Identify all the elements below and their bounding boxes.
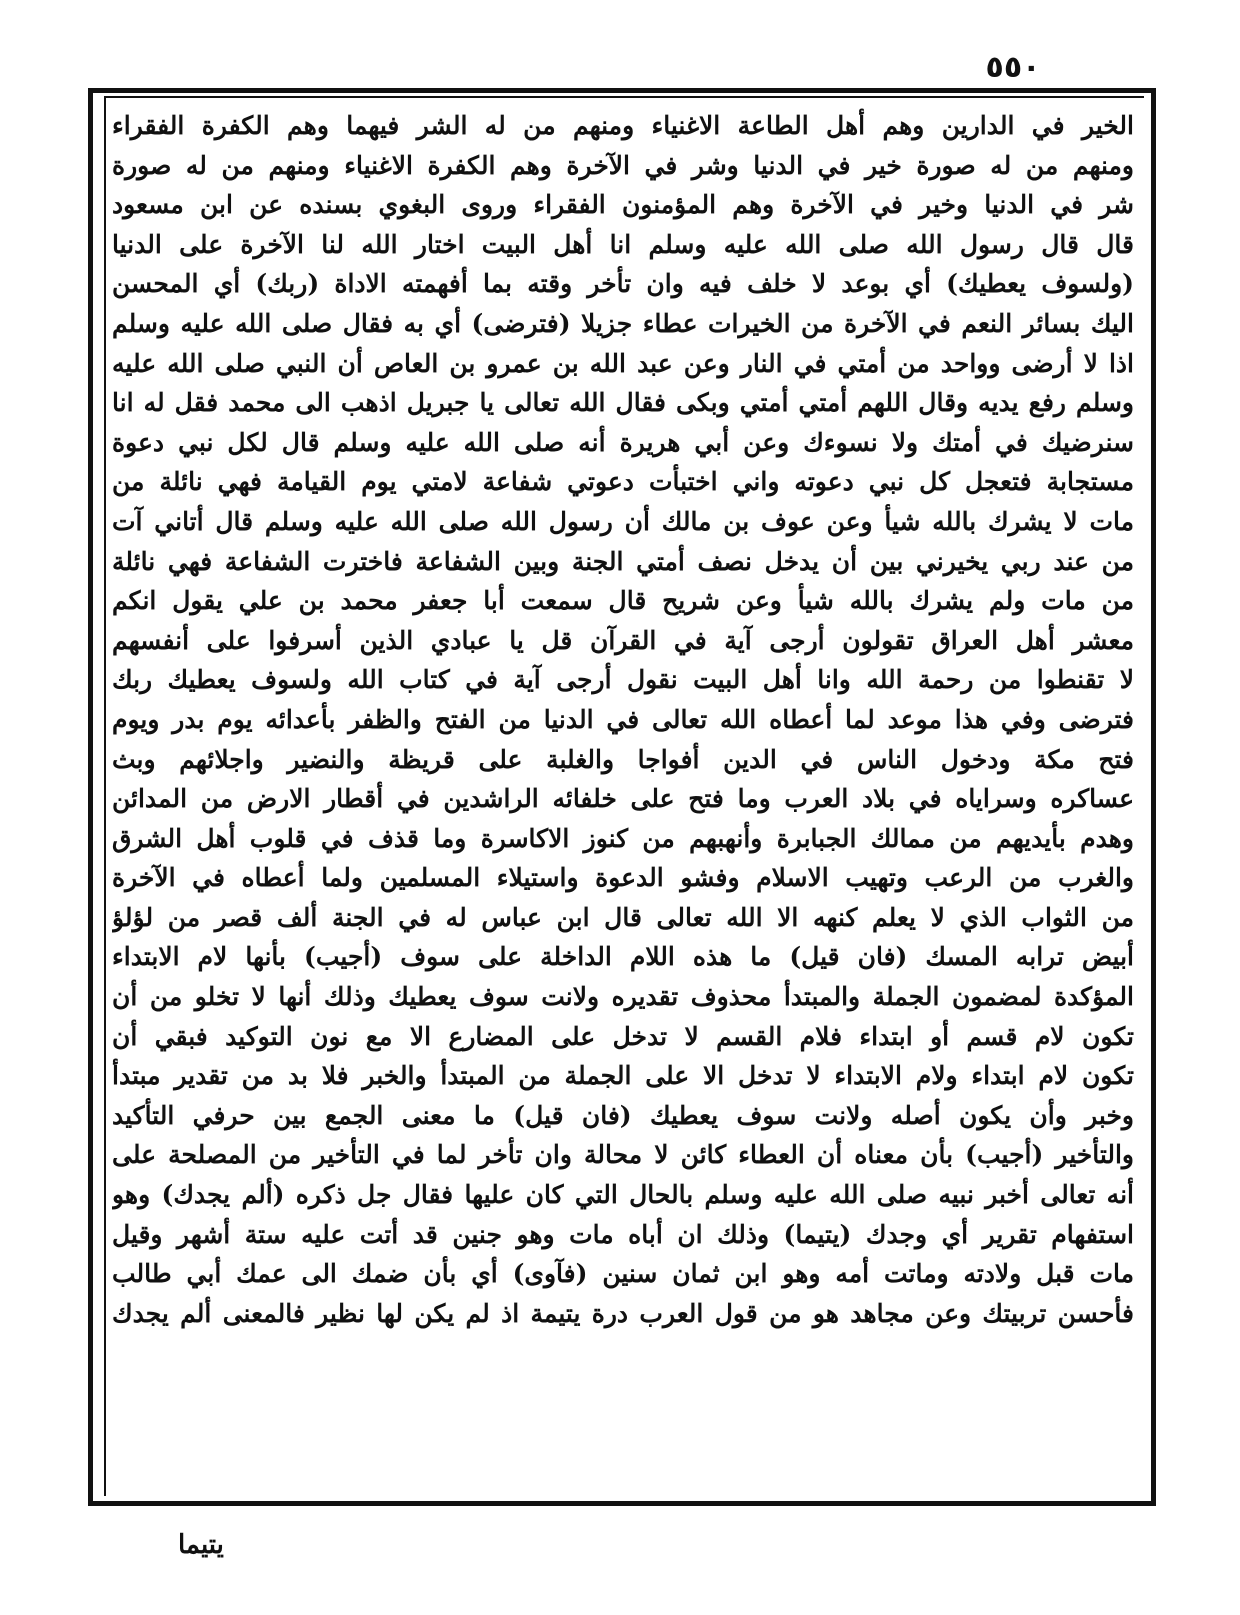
text-line: مات قبل ولادته وماتت أمه وهو ابن ثمان سنين (فآوى) أي بأن ضمك الى عمك أبي طالب bbox=[112, 1259, 1134, 1289]
text-line: فأحسن تربيتك وعن مجاهد هو من قول العرب درة يتيمة اذ لم يكن لها نظير فالمعنى ألم يجدك bbox=[112, 1298, 1134, 1328]
text-line: مستجابة فتعجل كل نبي دعوته واني اختبأت دعوتي شفاعة لامتي يوم القيامة فهي نائلة من bbox=[112, 467, 1134, 497]
text-line: اليك بسائر النعم في الآخرة من الخيرات عطاء جزيلا (فترضى) أي به فقال صلى الله عليه وسلم bbox=[112, 308, 1134, 338]
text-line: (ولسوف يعطيك) أي بوعد لا خلف فيه وان تأخر وقته بما أفهمته الاداة (ربك) أي المحسن bbox=[112, 269, 1134, 299]
text-line: تكون لام ابتداء ولام الابتداء لا تدخل الا على الجملة من المبتدأ والخبر فلا بد من تقدير مبتدأ bbox=[112, 1061, 1134, 1091]
text-line: اذا لا أرضى وواحد من أمتي في النار وعن عبد الله بن عمرو بن العاص أن النبي صلى الله عليه bbox=[112, 348, 1134, 378]
text-line: والغرب من الرعب وتهيب الاسلام وفشو الدعوة واستيلاء المسلمين ولما أعطاه في الآخرة bbox=[112, 863, 1134, 893]
text-line: مات لا يشرك بالله شيأ وعن عوف بن مالك أن رسول الله صلى الله عليه وسلم قال أتاني آت bbox=[112, 506, 1134, 536]
text-line: استفهام تقرير أي وجدك (يتيما) وذلك ان أباه مات وهو جنين قد أتت عليه ستة أشهر وقيل bbox=[112, 1219, 1134, 1249]
text-line: والتأخير (أجيب) بأن معناه أن العطاء كائن لا محالة وان تأخر لما في التأخير من المصلحة على bbox=[112, 1140, 1134, 1170]
text-line: من مات ولم يشرك بالله شيأ وعن شريح قال سمعت أبا جعفر محمد بن علي يقول انكم bbox=[112, 586, 1134, 616]
text-line: المؤكدة لمضمون الجملة والمبتدأ محذوف تقديره ولانت سوف يعطيك وذلك أنها لا تخلو من أن bbox=[112, 982, 1134, 1012]
text-line: سنرضيك في أمتك ولا نسوءك وعن أبي هريرة أنه صلى الله عليه وسلم قال لكل نبي دعوة bbox=[112, 427, 1134, 457]
text-line: ومنهم من له صورة خير في الدنيا وشر في الآخرة وهم الكفرة الاغنياء ومنهم من له صورة bbox=[112, 150, 1134, 180]
text-line: تكون لام قسم أو ابتداء فلام القسم لا تدخل على المضارع الا مع نون التوكيد فبقي أن bbox=[112, 1021, 1134, 1051]
text-line: وسلم رفع يديه وقال اللهم أمتي أمتي وبكى فقال الله تعالى يا جبريل اذهب الى محمد فقل له انا bbox=[112, 388, 1134, 418]
text-line: شر في الدنيا وخير في الآخرة وهم المؤمنون الفقراء وروى البغوي بسنده عن ابن مسعود bbox=[112, 190, 1134, 220]
text-line: فتح مكة ودخول الناس في الدين أفواجا والغلبة على قريظة والنضير واجلائهم وبث bbox=[112, 744, 1134, 774]
text-line: من عند ربي يخيرني بين أن يدخل نصف أمتي الجنة وبين الشفاعة فاخترت الشفاعة فهي نائلة bbox=[112, 546, 1134, 576]
text-line: لا تقنطوا من رحمة الله وانا أهل البيت نقول أرجى آية في كتاب الله ولسوف يعطيك ربك bbox=[112, 665, 1134, 695]
text-line: الخير في الدارين وهم أهل الطاعة الاغنياء ومنهم من له الشر فيهما وهم الكفرة الفقراء bbox=[112, 111, 1134, 140]
page-number: ٥٥٠ bbox=[985, 50, 1041, 85]
text-line: وخبر وأن يكون أصله ولانت سوف يعطيك (فان قيل) ما معنى الجمع بين حرفي التأكيد bbox=[112, 1100, 1134, 1130]
catchword: يتيما bbox=[178, 1530, 224, 1560]
text-line: أبيض ترابه المسك (فان قيل) ما هذه اللام الداخلة على سوف (أجيب) بأنها لام الابتداء bbox=[112, 942, 1134, 972]
main-text-block bbox=[112, 106, 1134, 1492]
text-line: أنه تعالى أخبر نبيه صلى الله عليه وسلم بالحال التي كان عليها فقال جل ذكره (ألم يجدك) وهو bbox=[112, 1180, 1134, 1210]
text-line: قال قال رسول الله صلى الله عليه وسلم انا أهل البيت اختار الله لنا الآخرة على الدنيا bbox=[112, 229, 1134, 259]
text-line: من الثواب الذي لا يعلم كنهه الا الله تعالى قال ابن عباس له في الجنة ألف قصر من لؤلؤ bbox=[112, 902, 1134, 932]
text-line: عساكره وسراياه في بلاد العرب وما فتح على خلفائه الراشدين في أقطار الارض من المدائن bbox=[112, 784, 1134, 814]
text-line: معشر أهل العراق تقولون أرجى آية في القرآن قل يا عبادي الذين أسرفوا على أنفسهم bbox=[112, 625, 1134, 655]
text-line: فترضى وفي هذا موعد لما أعطاه الله تعالى في الدنيا من الفتح والظفر بأعدائه يوم بدر ويوم bbox=[112, 704, 1134, 734]
text-line: وهدم بأيديهم من ممالك الجبابرة وأنهبهم من كنوز الاكاسرة وما قذف في قلوب أهل الشرق bbox=[112, 823, 1134, 853]
